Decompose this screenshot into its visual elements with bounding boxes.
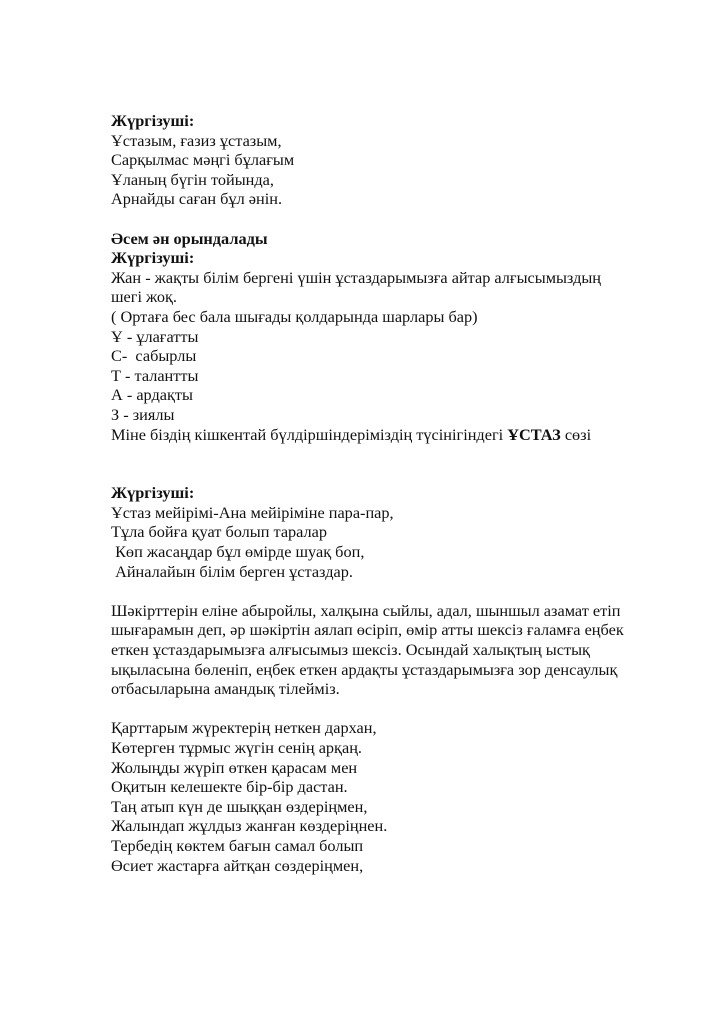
spacer [111, 444, 661, 483]
gratitude-paragraph [111, 601, 661, 699]
acrostic-line: С- сабырлы [111, 346, 197, 366]
closing-keyword: ҰСТАЗ [507, 424, 561, 444]
paragraph-line: ықыласына бөленіп, еңбек еткен ардақты ұстаздарымызға зор денсаулық [111, 659, 618, 679]
poem-line: Өсиет жастарға айтқан сөздеріңмен, [111, 855, 364, 875]
stage-note: ( Ортаға бес бала шығады қолдарында шарлары бар) [111, 306, 478, 326]
poem-line: Жолыңды жүріп өткен қарасам мен [111, 757, 358, 777]
verse-line: Көп жасаңдар бұл өмірде шуақ боп, [111, 542, 365, 562]
closing-prefix: Міне біздің кішкентай бүлдіршіндеріміздің түсінігіндегі [111, 424, 508, 444]
intro-line: Жан - жақты білім бергені үшін ұстаздарымызға айтар алғысымыздың [111, 267, 602, 287]
elders-poem [111, 718, 661, 875]
speaker-label: Жүргізуші: [111, 111, 195, 130]
verse-line: Сарқылмас мәңгі бұлағым [111, 150, 295, 170]
poem-line: Қарттарым жүректерің неткен дархан, [111, 718, 377, 738]
acrostic-line: З - зиялы [111, 404, 175, 424]
spacer [111, 699, 661, 719]
acrostic-line: А - ардақты [111, 385, 193, 405]
spacer [111, 581, 661, 601]
verse-line: Тұла бойға қуат болып таралар [111, 522, 328, 542]
poem-line: Жалындап жұлдыз жанған көздеріңнен. [111, 816, 388, 836]
acrostic-line: Т - талантты [111, 365, 199, 385]
paragraph-line: еткен ұстаздарымызға алғысымыз шексіз. Осындай халықтың ыстық [111, 640, 590, 660]
verse-line: Ұстазым, ғазиз ұстазым, [111, 130, 282, 150]
section-host-verse [111, 483, 661, 581]
document-page [111, 111, 661, 875]
verse-line: Ұланың бүгін тойында, [111, 169, 274, 189]
spacer [111, 209, 661, 229]
closing-suffix: сөзі [560, 424, 592, 444]
section-song-and-acrostic [111, 229, 661, 445]
paragraph-line: шығарамын деп, әр шәкіртін аялап өсіріп, өмір атты шексіз ғаламға еңбек [111, 620, 624, 640]
paragraph-line: отбасыларына амандық тілейміз. [111, 679, 340, 699]
closing-line [111, 425, 661, 445]
speaker-label: Жүргізуші: [111, 483, 195, 503]
speaker-label: Жүргізуші: [111, 248, 195, 268]
verse-line: Арнайды саған бұл әнін. [111, 189, 283, 209]
section-host-greeting [111, 111, 661, 209]
poem-line: Көтерген тұрмыс жүгін сенің арқаң. [111, 738, 362, 757]
poem-line: Оқитын келешекте бір-бір дастан. [111, 777, 348, 797]
paragraph-line: Шәкірттерін еліне абыройлы, халқына сыйлы, адал, шыншыл азамат етіп [111, 600, 621, 620]
verse-line: Ұстаз мейірімі-Ана мейіріміне пара-пар, [111, 502, 394, 522]
verse-line: Айналайын білім берген ұстаздар. [111, 561, 353, 581]
acrostic-line: Ұ - ұлағатты [111, 326, 199, 346]
poem-line: Тербедің көктем бағын самал болып [111, 835, 364, 855]
intro-line: шегі жоқ. [111, 287, 177, 307]
poem-line: Таң атып күн де шыққан өздеріңмен, [111, 796, 368, 816]
stage-direction: Әсем ән орындалады [111, 228, 268, 248]
